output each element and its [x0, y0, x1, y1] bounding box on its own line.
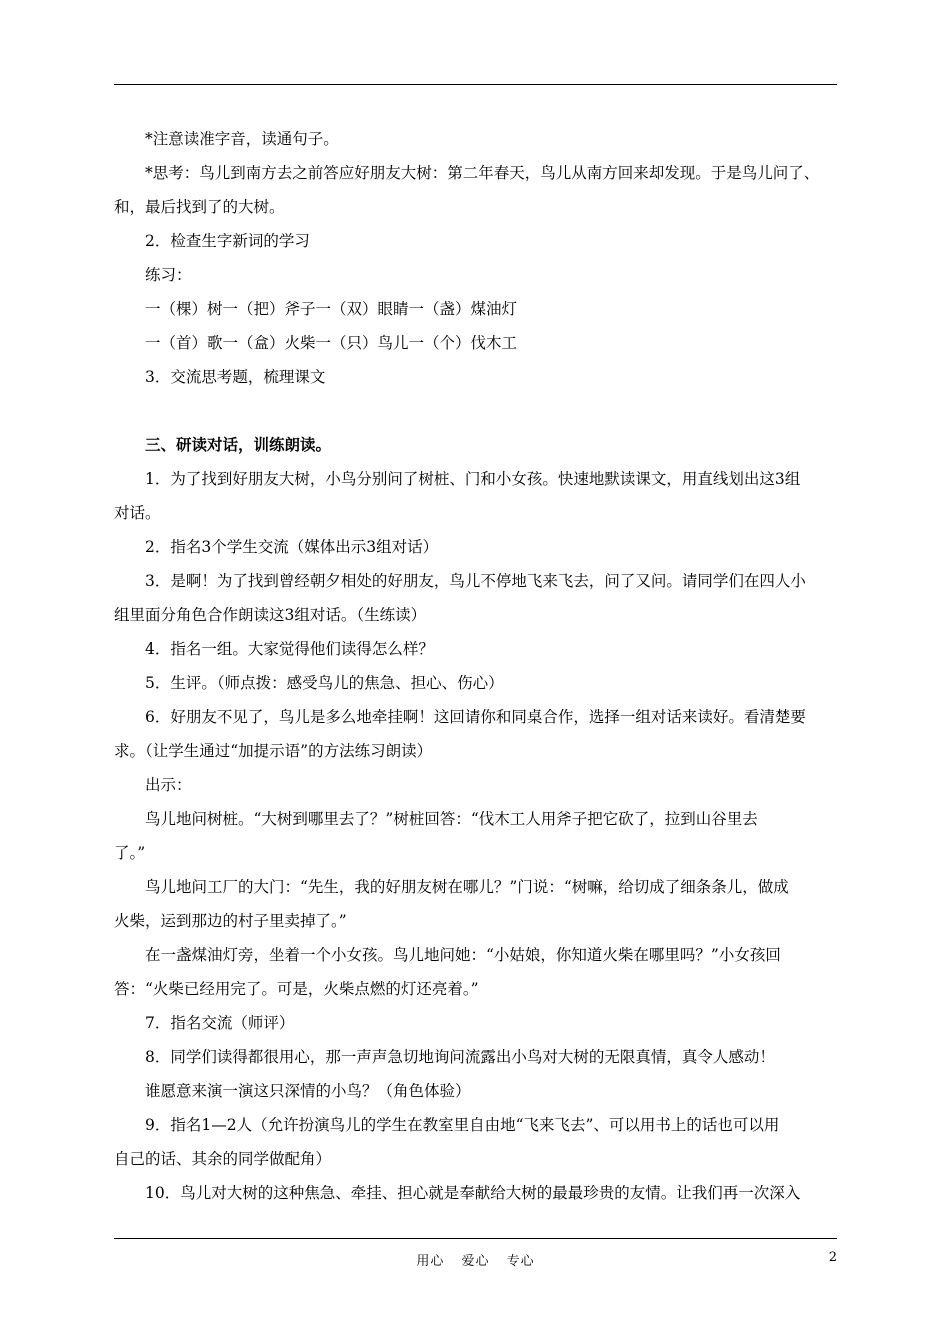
paragraph-line: *思考：鸟儿到南方去之前答应好朋友大树：第二年春天，鸟儿从南方回来却发现。于是鸟儿问了、 — [145, 164, 820, 182]
paragraph-line: 自己的话、其余的同学做配角） — [114, 1150, 332, 1168]
paragraph-line: 7．指名交流（师评） — [145, 1014, 295, 1032]
paragraph-line: *注意读准字音，读通句子。 — [145, 130, 339, 148]
paragraph-line: 2．指名3个学生交流（媒体出示3组对话） — [145, 538, 439, 556]
paragraph-line: 了。” — [114, 844, 146, 862]
paragraph-line: 10．鸟儿对大树的这种焦急、牵挂、担心就是奉献给大树的最最珍贵的友情。让我们再一次深入 — [145, 1184, 801, 1202]
paragraph-line: 5．生评。（师点拨：感受鸟儿的焦急、担心、伤心） — [145, 674, 504, 692]
paragraph-line: 鸟儿地问工厂的大门：“先生，我的好朋友树在哪儿？”门说：“树嘛，给切成了细条条儿，做成 — [145, 878, 789, 896]
paragraph-line: 谁愿意来演一演这只深情的小鸟？（角色体验） — [145, 1082, 471, 1100]
footer-text: 用心 爱心 专心 — [416, 1254, 535, 1269]
page-number: 2 — [828, 1250, 837, 1265]
paragraph-line: 6．好朋友不见了，鸟儿是多么地牵挂啊！这回请你和同桌合作，选择一组对话来读好。看清楚要 — [145, 708, 806, 726]
paragraph-line: 鸟儿地问树桩。“大树到哪里去了？”树桩回答：“伐木工人用斧子把它砍了，拉到山谷里去 — [145, 810, 758, 828]
section-heading: 三、研读对话，训练朗读。 — [145, 435, 332, 454]
paragraph-line: 组里面分角色合作朗读这3组对话。（生练读） — [114, 606, 427, 624]
paragraph-line: 3．交流思考题，梳理课文 — [145, 368, 326, 386]
paragraph-line: 9．指名1—2人（允许扮演鸟儿的学生在教室里自由地“飞来飞去”、可以用书上的话也可以用 — [145, 1116, 780, 1134]
paragraph-line: 火柴，运到那边的村子里卖掉了。” — [114, 912, 347, 930]
paragraph-line: 出示： — [145, 776, 192, 794]
header-rule — [114, 84, 837, 85]
paragraph-line: 在一盏煤油灯旁，坐着一个小女孩。鸟儿地问她：“小姑娘，你知道火柴在哪里吗？”小女孩回 — [145, 946, 781, 964]
paragraph-line: 1．为了找到好朋友大树，小鸟分别问了树桩、门和小女孩。快速地默读课文，用直线划出这3组 — [145, 470, 801, 488]
paragraph-line: 一（棵）树一（把）斧子一（双）眼睛一（盏）煤油灯 — [145, 300, 518, 318]
paragraph-line: 练习： — [145, 266, 192, 284]
blank-line — [114, 394, 837, 428]
document-body — [114, 122, 837, 1210]
paragraph-line: 一（首）歌一（盒）火柴一（只）鸟儿一（个）伐木工 — [145, 334, 518, 352]
paragraph-line: 答：“火柴已经用完了。可是，火柴点燃的灯还亮着。” — [114, 980, 479, 998]
page-footer — [114, 1250, 837, 1270]
paragraph-line: 2．检查生字新词的学习 — [145, 232, 310, 250]
paragraph-line: 3．是啊！为了找到曾经朝夕相处的好朋友，鸟儿不停地飞来飞去，问了又问。请同学们在四人小 — [145, 572, 806, 590]
footer-rule — [114, 1238, 837, 1239]
paragraph-line: 求。（让学生通过“加提示语”的方法练习朗读） — [114, 742, 433, 760]
paragraph-line: 和，最后找到了的大树。 — [114, 198, 285, 216]
paragraph-line: 8．同学们读得都很用心，那一声声急切地询问流露出小鸟对大树的无限真情，真令人感动！ — [145, 1048, 775, 1066]
paragraph-line: 对话。 — [114, 504, 161, 522]
paragraph-line: 4．指名一组。大家觉得他们读得怎么样？ — [145, 640, 434, 658]
